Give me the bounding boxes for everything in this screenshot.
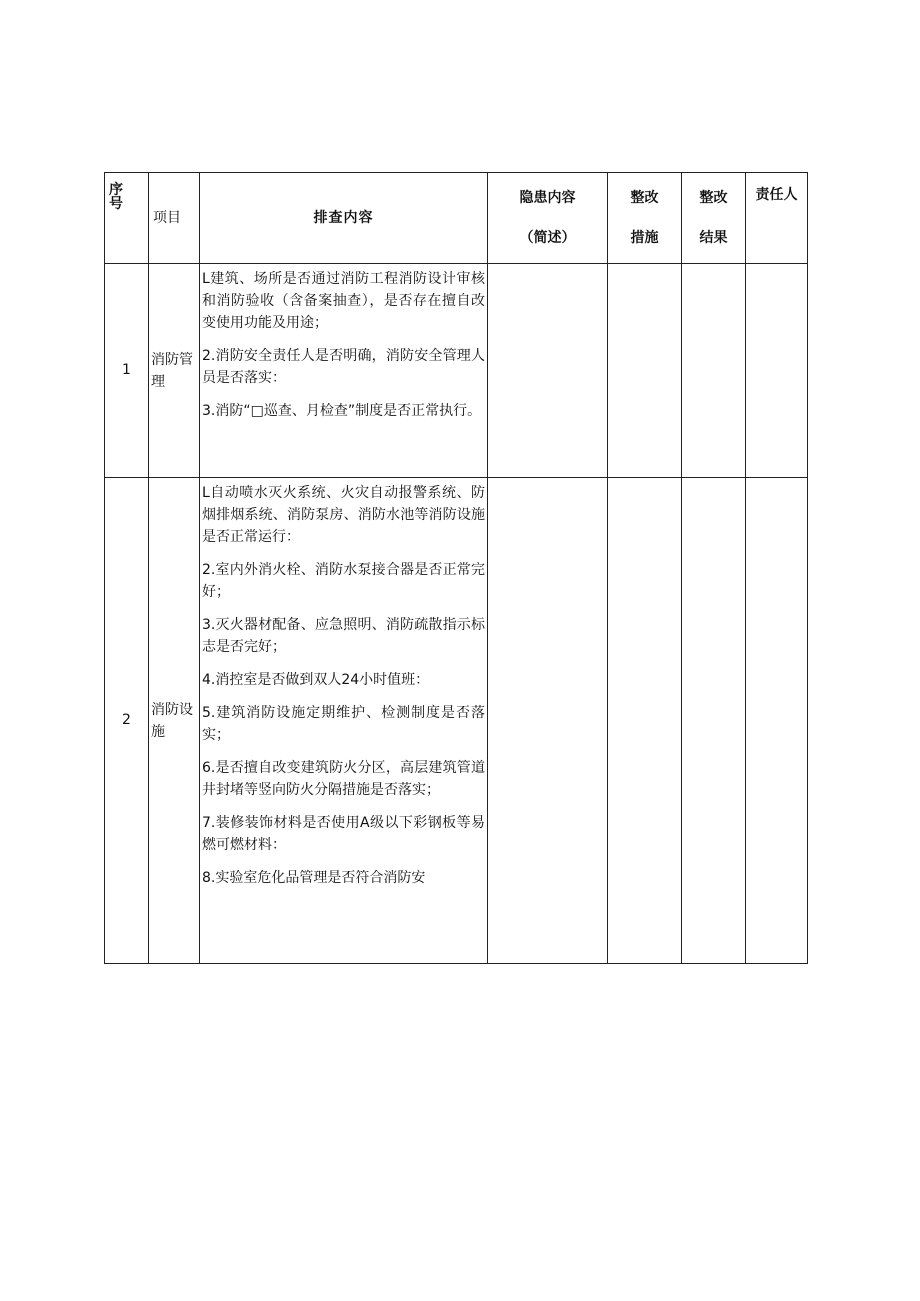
header-result-line2: 结果 (699, 230, 728, 246)
header-hazard-line1: 隐患内容 (519, 190, 576, 206)
header-seq-line1: 序 (109, 182, 123, 198)
header-seq (105, 173, 149, 264)
row-number: 2 (105, 478, 149, 964)
row-check-content (200, 264, 488, 478)
check-item: L自动喷水灭火系统、火灾自动报警系统、防烟排烟系统、消防泵房、消防水池等消防设施是否正常运行： (202, 485, 485, 545)
measure-cell[interactable] (608, 478, 682, 964)
row-check-content (200, 478, 488, 964)
table-row (105, 264, 808, 478)
check-item: 3.灭火器材配备、应急照明、消防疏散指示标志是否完好； (202, 617, 485, 655)
check-item: 3.消防“□巡查、月检查”制度是否正常执行。 (202, 403, 482, 419)
measure-cell[interactable] (608, 264, 682, 478)
result-cell[interactable] (682, 478, 746, 964)
check-item: 8.实验室危化品管理是否符合消防安 (202, 870, 426, 886)
header-measure-line2: 措施 (630, 230, 659, 246)
header-result-line1: 整改 (699, 190, 728, 206)
header-result (682, 173, 746, 264)
row-item: 消防管理 (149, 264, 200, 478)
responsible-cell[interactable] (746, 478, 808, 964)
check-item: L建筑、场所是否通过消防工程消防设计审核和消防验收（含备案抽查），是否存在擅自改变使用功能及用途； (202, 271, 485, 331)
check-item: 4.消控室是否做到双人24小时值班： (202, 672, 430, 688)
check-item: 2.室内外消火栓、消防水泵接合器是否正常完好； (202, 562, 485, 600)
row-number: 1 (105, 264, 149, 478)
header-responsible: 责任人 (746, 173, 808, 264)
row-item: 消防设施 (149, 478, 200, 964)
header-seq-line2: 号 (109, 196, 123, 212)
header-check-content: 排查内容 (200, 173, 488, 264)
fire-safety-inspection-table (104, 172, 808, 964)
header-hazard-line2: （简述） (519, 230, 576, 246)
header-measure-line1: 整改 (630, 190, 659, 206)
inspection-sheet (104, 172, 808, 964)
table-row (105, 478, 808, 964)
responsible-cell[interactable] (746, 264, 808, 478)
result-cell[interactable] (682, 264, 746, 478)
header-measure (608, 173, 682, 264)
header-item: 项目 (149, 173, 200, 264)
hazard-cell[interactable] (488, 264, 608, 478)
hazard-cell[interactable] (488, 478, 608, 964)
check-item: 7.装修装饰材料是否使用A级以下彩钢板等易燃可燃材料： (202, 815, 485, 853)
header-hazard (488, 173, 608, 264)
header-row (105, 173, 808, 264)
check-item: 2.消防安全责任人是否明确，消防安全管理人员是否落实： (202, 348, 485, 386)
check-item: 5.建筑消防设施定期维护、检测制度是否落实； (202, 705, 485, 743)
check-item: 6.是否擅自改变建筑防火分区，高层建筑管道井封堵等竖向防火分隔措施是否落实； (202, 760, 485, 798)
